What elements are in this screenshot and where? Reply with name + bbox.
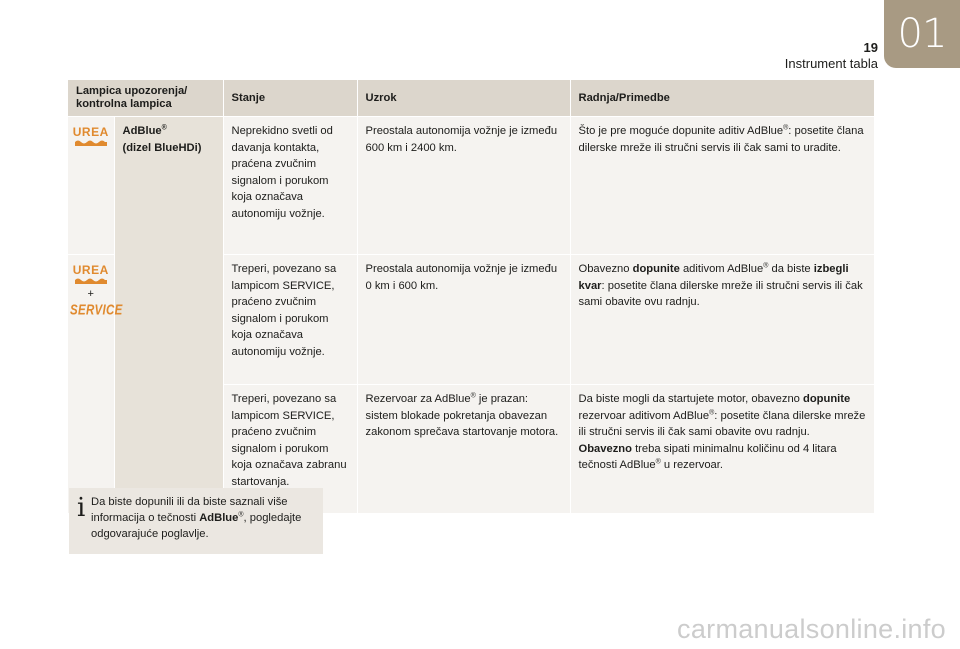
state-cell: Treperi, povezano sa lampicom SERVICE, praćeno zvučnim signalom i porukom koja označava autonomiju vožnje.	[223, 255, 357, 385]
state-cell: Treperi, povezano sa lampicom SERVICE, praćeno zvučnim signalom i porukom koja označava zabranu startovanja.	[223, 385, 357, 513]
liquid-wave-icon	[74, 139, 108, 147]
state-cell: Neprekidno svetli od davanja kontakta, praćena zvučnim signalom i porukom koja označava autonomiju vožnje.	[223, 117, 357, 255]
lamp-name-cell	[114, 117, 223, 513]
info-icon: i	[77, 493, 86, 523]
info-note	[69, 488, 323, 554]
table-row	[68, 117, 874, 255]
lamp-icon-cell	[68, 117, 114, 255]
lamp-name: AdBlue	[122, 125, 162, 137]
urea-warning-icon: UREA	[73, 264, 109, 285]
column-header-cause: Uzrok	[357, 80, 570, 117]
urea-warning-icon: UREA	[73, 126, 109, 147]
page-number: 19	[863, 40, 878, 55]
plus-sign: +	[87, 288, 94, 300]
header-lamp-line1: Lampica upozorenja/ kontrolna lampica	[76, 85, 188, 110]
warning-lamp-table	[68, 80, 875, 513]
table-header-row	[68, 80, 874, 117]
info-text: Da biste dopunili ili da biste saznali više informacija o tečnosti AdBlue®, pogledajte odgovarajuće poglavlje.	[91, 496, 302, 540]
cause-cell: Preostala autonomija vožnje je između 600 km i 2400 km.	[357, 117, 570, 255]
action-cell: Obavezno dopunite aditivom AdBlue® da biste izbegli kvar: posetite člana dilerske mreže ili stručni servis ili čak sami obavite ovu radnju.	[570, 255, 874, 385]
lamp-icon-cell	[68, 255, 123, 513]
registered-mark: ®	[161, 124, 167, 132]
column-header-action: Radnja/Primedbe	[570, 80, 874, 117]
section-title: Instrument tabla	[784, 56, 878, 71]
lamp-name-suffix: (dizel BlueHDi)	[122, 141, 202, 154]
action-cell: Da biste mogli da startujete motor, obavezno dopunite rezervoar aditivom AdBlue®: posetite člana dilerske mreže ili stručni servis ili čak sami obavite ovu radnju. Obavezno treba sipati minimalnu količinu od 4 litara tečnosti AdBlue® u rezervoar.	[570, 385, 874, 513]
cause-cell: Rezervoar za AdBlue® je prazan: sistem blokade pokretanja obavezan zakonom sprečava startovanje motora.	[357, 385, 570, 513]
cause-cell: Preostala autonomija vožnje je između 0 km i 600 km.	[357, 255, 570, 385]
column-header-state: Stanje	[223, 80, 357, 117]
chapter-tab: 01	[884, 0, 960, 68]
liquid-wave-icon	[74, 277, 108, 285]
column-header-lamp	[68, 80, 223, 117]
watermark: carmanualsonline.info	[677, 614, 946, 644]
service-warning-icon: SERVICE	[70, 303, 123, 319]
action-cell: Što je pre moguće dopunite aditiv AdBlue®: posetite člana dilerske mreže ili stručni servis ili čak sami to uradite.	[570, 117, 874, 255]
